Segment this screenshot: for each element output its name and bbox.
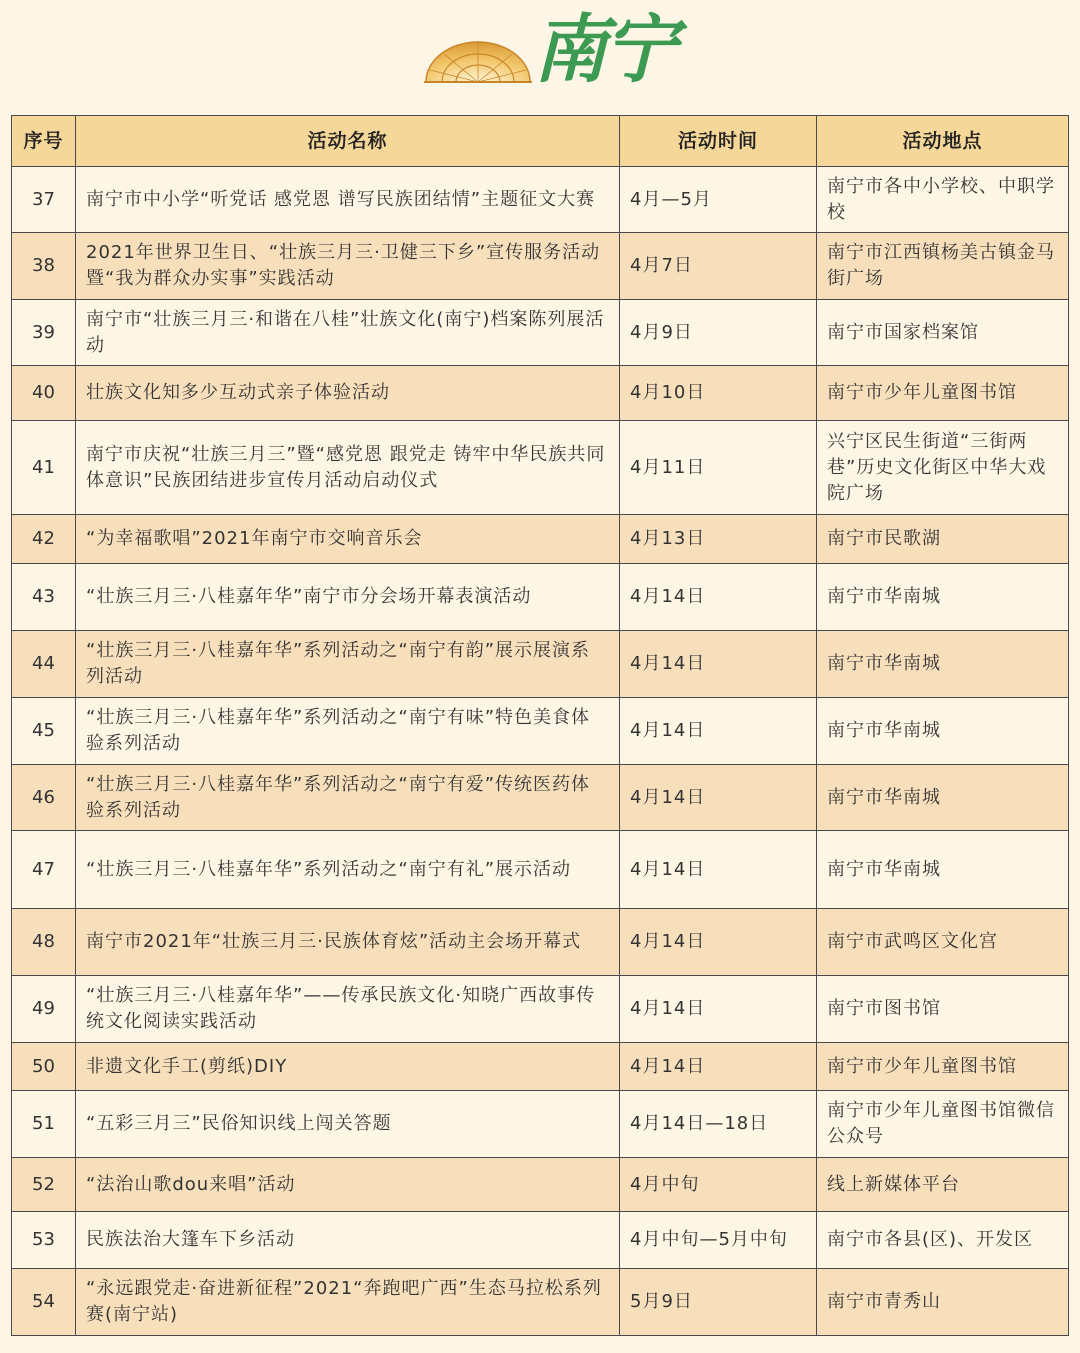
cell-activity-time: 4月7日 <box>620 233 817 300</box>
cell-num: 51 <box>12 1091 76 1158</box>
cell-activity-place: 南宁市华南城 <box>817 765 1069 831</box>
table-row <box>12 300 1069 366</box>
table-row <box>12 1158 1069 1212</box>
cell-num: 43 <box>12 564 76 631</box>
cell-activity-time: 4月14日—18日 <box>620 1091 817 1158</box>
cell-activity-name: 南宁市“壮族三月三·和谐在八桂”壮族文化(南宁)档案陈列展活动 <box>76 300 620 366</box>
cell-activity-name: “为幸福歌唱”2021年南宁市交响音乐会 <box>76 515 620 564</box>
cell-activity-time: 4月14日 <box>620 564 817 631</box>
cell-activity-time: 4月14日 <box>620 976 817 1043</box>
cell-num: 47 <box>12 831 76 909</box>
table-row <box>12 909 1069 976</box>
table-row <box>12 698 1069 765</box>
cell-activity-time: 4月13日 <box>620 515 817 564</box>
cell-activity-time: 5月9日 <box>620 1269 817 1336</box>
cell-activity-name: “五彩三月三”民俗知识线上闯关答题 <box>76 1091 620 1158</box>
cell-num: 40 <box>12 366 76 421</box>
cell-activity-name: “壮族三月三·八桂嘉年华”系列活动之“南宁有韵”展示展演系列活动 <box>76 631 620 698</box>
cell-activity-place: 南宁市各县(区)、开发区 <box>817 1212 1069 1269</box>
table-row <box>12 765 1069 831</box>
cell-activity-time: 4月14日 <box>620 631 817 698</box>
fan-ornament-icon <box>424 40 532 84</box>
cell-activity-time: 4月10日 <box>620 366 817 421</box>
table-header-row <box>12 116 1069 167</box>
table-row <box>12 831 1069 909</box>
cell-activity-name: “壮族三月三·八桂嘉年华”南宁市分会场开幕表演活动 <box>76 564 620 631</box>
cell-activity-place: 南宁市少年儿童图书馆微信公众号 <box>817 1091 1069 1158</box>
cell-num: 41 <box>12 421 76 515</box>
cell-activity-name: “壮族三月三·八桂嘉年华”系列活动之“南宁有味”特色美食体验系列活动 <box>76 698 620 765</box>
cell-activity-name: 南宁市庆祝“壮族三月三”暨“感党恩 跟党走 铸牢中华民族共同体意识”民族团结进步宣传月活动启动仪式 <box>76 421 620 515</box>
table-row <box>12 366 1069 421</box>
cell-activity-name: “永远跟党走·奋进新征程”2021“奔跑吧广西”生态马拉松系列赛(南宁站) <box>76 1269 620 1336</box>
page-title: 南宁 <box>533 7 673 93</box>
cell-activity-time: 4月中旬—5月中旬 <box>620 1212 817 1269</box>
cell-activity-place: 南宁市民歌湖 <box>817 515 1069 564</box>
table-row <box>12 233 1069 300</box>
cell-activity-place: 线上新媒体平台 <box>817 1158 1069 1212</box>
page-header <box>0 0 1080 112</box>
cell-activity-place: 南宁市华南城 <box>817 831 1069 909</box>
header-num: 序号 <box>12 116 76 167</box>
table-row <box>12 1269 1069 1336</box>
cell-activity-place: 兴宁区民生街道“三街两巷”历史文化街区中华大戏院广场 <box>817 421 1069 515</box>
header-time: 活动时间 <box>620 116 817 167</box>
cell-activity-time: 4月14日 <box>620 831 817 909</box>
cell-activity-place: 南宁市图书馆 <box>817 976 1069 1043</box>
table-row <box>12 1043 1069 1091</box>
cell-num: 48 <box>12 909 76 976</box>
cell-activity-name: 南宁市中小学“听党话 感党恩 谱写民族团结情”主题征文大赛 <box>76 167 620 233</box>
cell-activity-place: 南宁市武鸣区文化宫 <box>817 909 1069 976</box>
cell-activity-place: 南宁市江西镇杨美古镇金马街广场 <box>817 233 1069 300</box>
table-row <box>12 167 1069 233</box>
cell-activity-time: 4月11日 <box>620 421 817 515</box>
cell-activity-name: 南宁市2021年“壮族三月三·民族体育炫”活动主会场开幕式 <box>76 909 620 976</box>
cell-activity-name: 2021年世界卫生日、“壮族三月三·卫健三下乡”宣传服务活动暨“我为群众办实事”实践活动 <box>76 233 620 300</box>
cell-num: 42 <box>12 515 76 564</box>
cell-activity-name: “壮族三月三·八桂嘉年华”系列活动之“南宁有爱”传统医药体验系列活动 <box>76 765 620 831</box>
events-table <box>11 115 1069 1336</box>
cell-num: 50 <box>12 1043 76 1091</box>
cell-num: 54 <box>12 1269 76 1336</box>
cell-num: 39 <box>12 300 76 366</box>
cell-activity-name: 非遗文化手工(剪纸)DIY <box>76 1043 620 1091</box>
cell-activity-time: 4月14日 <box>620 698 817 765</box>
cell-activity-place: 南宁市华南城 <box>817 631 1069 698</box>
table-row <box>12 631 1069 698</box>
cell-num: 45 <box>12 698 76 765</box>
table-row <box>12 976 1069 1043</box>
table-body <box>12 167 1069 1336</box>
cell-num: 52 <box>12 1158 76 1212</box>
header-place: 活动地点 <box>817 116 1069 167</box>
cell-activity-time: 4月中旬 <box>620 1158 817 1212</box>
cell-num: 37 <box>12 167 76 233</box>
cell-activity-time: 4月9日 <box>620 300 817 366</box>
cell-activity-time: 4月—5月 <box>620 167 817 233</box>
cell-activity-place: 南宁市国家档案馆 <box>817 300 1069 366</box>
table-row <box>12 421 1069 515</box>
cell-activity-time: 4月14日 <box>620 909 817 976</box>
cell-activity-place: 南宁市少年儿童图书馆 <box>817 366 1069 421</box>
cell-num: 53 <box>12 1212 76 1269</box>
header-name: 活动名称 <box>76 116 620 167</box>
cell-activity-place: 南宁市少年儿童图书馆 <box>817 1043 1069 1091</box>
cell-num: 38 <box>12 233 76 300</box>
table-row <box>12 515 1069 564</box>
cell-activity-place: 南宁市华南城 <box>817 564 1069 631</box>
cell-activity-place: 南宁市华南城 <box>817 698 1069 765</box>
table-row <box>12 564 1069 631</box>
cell-activity-name: 民族法治大篷车下乡活动 <box>76 1212 620 1269</box>
table-row <box>12 1212 1069 1269</box>
cell-activity-name: “法治山歌dou来唱”活动 <box>76 1158 620 1212</box>
cell-activity-name: “壮族三月三·八桂嘉年华”——传承民族文化·知晓广西故事传统文化阅读实践活动 <box>76 976 620 1043</box>
cell-activity-place: 南宁市各中小学校、中职学校 <box>817 167 1069 233</box>
cell-num: 46 <box>12 765 76 831</box>
cell-activity-time: 4月14日 <box>620 1043 817 1091</box>
cell-num: 44 <box>12 631 76 698</box>
cell-activity-name: 壮族文化知多少互动式亲子体验活动 <box>76 366 620 421</box>
cell-num: 49 <box>12 976 76 1043</box>
cell-activity-place: 南宁市青秀山 <box>817 1269 1069 1336</box>
cell-activity-name: “壮族三月三·八桂嘉年华”系列活动之“南宁有礼”展示活动 <box>76 831 620 909</box>
cell-activity-time: 4月14日 <box>620 765 817 831</box>
table-row <box>12 1091 1069 1158</box>
